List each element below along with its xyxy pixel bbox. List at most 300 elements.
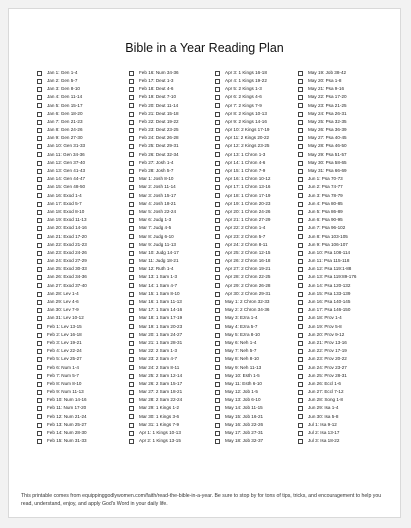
reading-row[interactable] (129, 208, 213, 216)
checkbox[interactable] (298, 365, 303, 370)
checkbox[interactable] (37, 226, 42, 231)
checkbox[interactable] (215, 349, 220, 354)
reading-row[interactable] (37, 323, 121, 331)
reading-row[interactable] (298, 347, 382, 355)
reading-row[interactable] (298, 282, 382, 290)
reading-row[interactable] (37, 151, 121, 159)
reading-row[interactable] (129, 266, 213, 274)
checkbox[interactable] (298, 169, 303, 174)
checkbox[interactable] (129, 136, 134, 141)
checkbox[interactable] (298, 382, 303, 387)
checkbox[interactable] (298, 414, 303, 419)
checkbox[interactable] (129, 112, 134, 117)
checkbox[interactable] (129, 226, 134, 231)
reading-row[interactable] (215, 421, 299, 429)
checkbox[interactable] (129, 406, 134, 411)
reading-row[interactable] (37, 356, 121, 364)
reading-row[interactable] (129, 135, 213, 143)
checkbox[interactable] (298, 161, 303, 166)
checkbox[interactable] (298, 333, 303, 338)
checkbox[interactable] (298, 341, 303, 346)
reading-row[interactable] (298, 323, 382, 331)
reading-row[interactable] (129, 225, 213, 233)
checkbox[interactable] (37, 161, 42, 166)
reading-row[interactable] (37, 143, 121, 151)
checkbox[interactable] (37, 439, 42, 444)
checkbox[interactable] (129, 210, 134, 215)
checkbox[interactable] (215, 185, 220, 190)
reading-row[interactable] (298, 364, 382, 372)
checkbox[interactable] (298, 267, 303, 272)
reading-row[interactable] (298, 118, 382, 126)
reading-row[interactable] (215, 257, 299, 265)
checkbox[interactable] (37, 152, 42, 157)
checkbox[interactable] (129, 128, 134, 133)
reading-row[interactable] (298, 192, 382, 200)
reading-row[interactable] (298, 175, 382, 183)
reading-row[interactable] (298, 388, 382, 396)
reading-row[interactable] (37, 372, 121, 380)
reading-row[interactable] (37, 437, 121, 445)
checkbox[interactable] (129, 390, 134, 395)
reading-row[interactable] (215, 126, 299, 134)
checkbox[interactable] (215, 193, 220, 198)
reading-row[interactable] (215, 135, 299, 143)
checkbox[interactable] (215, 161, 220, 166)
checkbox[interactable] (37, 300, 42, 305)
reading-row[interactable] (215, 208, 299, 216)
checkbox[interactable] (129, 275, 134, 280)
reading-row[interactable] (298, 135, 382, 143)
reading-row[interactable] (129, 323, 213, 331)
reading-row[interactable] (298, 397, 382, 405)
reading-row[interactable] (298, 151, 382, 159)
checkbox[interactable] (298, 300, 303, 305)
checkbox[interactable] (298, 283, 303, 288)
checkbox[interactable] (129, 341, 134, 346)
reading-row[interactable] (129, 413, 213, 421)
checkbox[interactable] (215, 406, 220, 411)
reading-row[interactable] (37, 118, 121, 126)
checkbox[interactable] (129, 283, 134, 288)
checkbox[interactable] (215, 169, 220, 174)
checkbox[interactable] (298, 103, 303, 108)
checkbox[interactable] (215, 259, 220, 264)
reading-row[interactable] (129, 364, 213, 372)
reading-row[interactable] (215, 356, 299, 364)
reading-row[interactable] (37, 225, 121, 233)
reading-row[interactable] (129, 372, 213, 380)
checkbox[interactable] (215, 226, 220, 231)
checkbox[interactable] (215, 431, 220, 436)
reading-row[interactable] (298, 241, 382, 249)
checkbox[interactable] (37, 398, 42, 403)
reading-row[interactable] (215, 298, 299, 306)
checkbox[interactable] (215, 95, 220, 100)
checkbox[interactable] (298, 275, 303, 280)
checkbox[interactable] (215, 120, 220, 125)
checkbox[interactable] (37, 333, 42, 338)
reading-row[interactable] (129, 356, 213, 364)
reading-row[interactable] (215, 118, 299, 126)
reading-row[interactable] (129, 249, 213, 257)
reading-row[interactable] (298, 225, 382, 233)
reading-row[interactable] (37, 102, 121, 110)
checkbox[interactable] (129, 193, 134, 198)
checkbox[interactable] (37, 251, 42, 256)
checkbox[interactable] (298, 374, 303, 379)
checkbox[interactable] (37, 357, 42, 362)
reading-row[interactable] (298, 356, 382, 364)
checkbox[interactable] (215, 333, 220, 338)
reading-row[interactable] (37, 380, 121, 388)
reading-row[interactable] (298, 159, 382, 167)
checkbox[interactable] (298, 390, 303, 395)
reading-row[interactable] (298, 249, 382, 257)
reading-row[interactable] (298, 94, 382, 102)
reading-row[interactable] (129, 110, 213, 118)
reading-row[interactable] (298, 266, 382, 274)
reading-row[interactable] (37, 298, 121, 306)
reading-row[interactable] (298, 315, 382, 323)
checkbox[interactable] (129, 169, 134, 174)
checkbox[interactable] (37, 218, 42, 223)
checkbox[interactable] (298, 439, 303, 444)
reading-row[interactable] (298, 126, 382, 134)
checkbox[interactable] (129, 292, 134, 297)
checkbox[interactable] (215, 316, 220, 321)
reading-row[interactable] (298, 380, 382, 388)
reading-row[interactable] (215, 413, 299, 421)
checkbox[interactable] (129, 87, 134, 92)
reading-row[interactable] (215, 315, 299, 323)
reading-row[interactable] (37, 266, 121, 274)
checkbox[interactable] (215, 382, 220, 387)
checkbox[interactable] (37, 267, 42, 272)
reading-row[interactable] (298, 200, 382, 208)
reading-row[interactable] (215, 69, 299, 77)
reading-row[interactable] (129, 290, 213, 298)
reading-row[interactable] (129, 331, 213, 339)
checkbox[interactable] (215, 144, 220, 149)
reading-row[interactable] (129, 126, 213, 134)
checkbox[interactable] (37, 308, 42, 313)
reading-row[interactable] (298, 274, 382, 282)
checkbox[interactable] (129, 243, 134, 248)
checkbox[interactable] (215, 234, 220, 239)
checkbox[interactable] (37, 275, 42, 280)
reading-row[interactable] (37, 184, 121, 192)
checkbox[interactable] (215, 202, 220, 207)
checkbox[interactable] (129, 251, 134, 256)
reading-row[interactable] (215, 159, 299, 167)
checkbox[interactable] (298, 406, 303, 411)
reading-row[interactable] (129, 184, 213, 192)
checkbox[interactable] (298, 193, 303, 198)
checkbox[interactable] (215, 71, 220, 76)
reading-row[interactable] (298, 167, 382, 175)
checkbox[interactable] (298, 292, 303, 297)
checkbox[interactable] (129, 365, 134, 370)
reading-row[interactable] (298, 102, 382, 110)
reading-row[interactable] (37, 159, 121, 167)
reading-row[interactable] (129, 175, 213, 183)
checkbox[interactable] (37, 316, 42, 321)
reading-row[interactable] (298, 208, 382, 216)
reading-row[interactable] (215, 225, 299, 233)
checkbox[interactable] (37, 87, 42, 92)
checkbox[interactable] (37, 169, 42, 174)
checkbox[interactable] (129, 185, 134, 190)
reading-row[interactable] (215, 405, 299, 413)
checkbox[interactable] (37, 365, 42, 370)
reading-row[interactable] (215, 282, 299, 290)
reading-row[interactable] (37, 77, 121, 85)
reading-row[interactable] (129, 200, 213, 208)
reading-row[interactable] (298, 421, 382, 429)
checkbox[interactable] (37, 103, 42, 108)
reading-row[interactable] (215, 151, 299, 159)
reading-row[interactable] (215, 372, 299, 380)
reading-row[interactable] (129, 118, 213, 126)
reading-row[interactable] (37, 249, 121, 257)
checkbox[interactable] (215, 251, 220, 256)
reading-row[interactable] (215, 77, 299, 85)
checkbox[interactable] (129, 324, 134, 329)
reading-row[interactable] (298, 306, 382, 314)
checkbox[interactable] (37, 382, 42, 387)
checkbox[interactable] (298, 218, 303, 223)
reading-row[interactable] (37, 339, 121, 347)
reading-row[interactable] (215, 380, 299, 388)
checkbox[interactable] (37, 210, 42, 215)
reading-row[interactable] (129, 397, 213, 405)
checkbox[interactable] (129, 439, 134, 444)
checkbox[interactable] (129, 103, 134, 108)
checkbox[interactable] (129, 308, 134, 313)
reading-row[interactable] (215, 200, 299, 208)
reading-row[interactable] (129, 274, 213, 282)
reading-row[interactable] (37, 315, 121, 323)
checkbox[interactable] (37, 128, 42, 133)
checkbox[interactable] (37, 71, 42, 76)
checkbox[interactable] (215, 177, 220, 182)
reading-row[interactable] (129, 159, 213, 167)
reading-row[interactable] (129, 69, 213, 77)
reading-row[interactable] (129, 241, 213, 249)
reading-row[interactable] (129, 77, 213, 85)
reading-row[interactable] (129, 282, 213, 290)
checkbox[interactable] (298, 152, 303, 157)
reading-row[interactable] (37, 208, 121, 216)
reading-row[interactable] (129, 347, 213, 355)
checkbox[interactable] (298, 95, 303, 100)
checkbox[interactable] (129, 202, 134, 207)
checkbox[interactable] (37, 112, 42, 117)
reading-row[interactable] (215, 339, 299, 347)
reading-row[interactable] (215, 306, 299, 314)
checkbox[interactable] (298, 243, 303, 248)
checkbox[interactable] (215, 210, 220, 215)
reading-row[interactable] (129, 380, 213, 388)
reading-row[interactable] (215, 290, 299, 298)
checkbox[interactable] (215, 357, 220, 362)
checkbox[interactable] (37, 144, 42, 149)
reading-row[interactable] (298, 77, 382, 85)
checkbox[interactable] (215, 390, 220, 395)
reading-row[interactable] (129, 405, 213, 413)
checkbox[interactable] (298, 120, 303, 125)
checkbox[interactable] (129, 423, 134, 428)
reading-row[interactable] (37, 282, 121, 290)
checkbox[interactable] (129, 161, 134, 166)
checkbox[interactable] (298, 324, 303, 329)
checkbox[interactable] (298, 423, 303, 428)
checkbox[interactable] (215, 136, 220, 141)
reading-row[interactable] (129, 257, 213, 265)
reading-row[interactable] (37, 290, 121, 298)
reading-row[interactable] (215, 192, 299, 200)
checkbox[interactable] (215, 275, 220, 280)
checkbox[interactable] (298, 79, 303, 84)
reading-row[interactable] (129, 421, 213, 429)
checkbox[interactable] (129, 333, 134, 338)
reading-row[interactable] (37, 397, 121, 405)
checkbox[interactable] (37, 414, 42, 419)
reading-row[interactable] (37, 347, 121, 355)
reading-row[interactable] (298, 331, 382, 339)
reading-row[interactable] (215, 143, 299, 151)
reading-row[interactable] (298, 184, 382, 192)
checkbox[interactable] (37, 136, 42, 141)
checkbox[interactable] (298, 226, 303, 231)
reading-row[interactable] (37, 388, 121, 396)
reading-row[interactable] (129, 167, 213, 175)
reading-row[interactable] (215, 331, 299, 339)
reading-row[interactable] (129, 151, 213, 159)
checkbox[interactable] (215, 103, 220, 108)
checkbox[interactable] (298, 398, 303, 403)
reading-row[interactable] (298, 372, 382, 380)
reading-row[interactable] (37, 331, 121, 339)
reading-row[interactable] (215, 437, 299, 445)
reading-row[interactable] (215, 175, 299, 183)
checkbox[interactable] (37, 234, 42, 239)
checkbox[interactable] (215, 152, 220, 157)
checkbox[interactable] (37, 341, 42, 346)
reading-row[interactable] (37, 192, 121, 200)
checkbox[interactable] (215, 292, 220, 297)
reading-row[interactable] (37, 200, 121, 208)
reading-row[interactable] (37, 413, 121, 421)
reading-row[interactable] (298, 110, 382, 118)
checkbox[interactable] (129, 267, 134, 272)
reading-row[interactable] (298, 405, 382, 413)
checkbox[interactable] (298, 349, 303, 354)
reading-row[interactable] (298, 216, 382, 224)
reading-row[interactable] (129, 94, 213, 102)
reading-row[interactable] (215, 216, 299, 224)
reading-row[interactable] (37, 110, 121, 118)
reading-row[interactable] (298, 69, 382, 77)
checkbox[interactable] (129, 382, 134, 387)
reading-row[interactable] (37, 429, 121, 437)
reading-row[interactable] (298, 339, 382, 347)
checkbox[interactable] (298, 185, 303, 190)
checkbox[interactable] (129, 218, 134, 223)
reading-row[interactable] (37, 135, 121, 143)
checkbox[interactable] (129, 374, 134, 379)
checkbox[interactable] (298, 210, 303, 215)
checkbox[interactable] (215, 243, 220, 248)
checkbox[interactable] (37, 390, 42, 395)
checkbox[interactable] (129, 144, 134, 149)
reading-row[interactable] (215, 241, 299, 249)
checkbox[interactable] (37, 202, 42, 207)
checkbox[interactable] (215, 423, 220, 428)
checkbox[interactable] (37, 79, 42, 84)
checkbox[interactable] (298, 234, 303, 239)
checkbox[interactable] (37, 283, 42, 288)
checkbox[interactable] (129, 414, 134, 419)
checkbox[interactable] (129, 95, 134, 100)
reading-row[interactable] (298, 298, 382, 306)
checkbox[interactable] (37, 259, 42, 264)
checkbox[interactable] (215, 87, 220, 92)
checkbox[interactable] (37, 193, 42, 198)
reading-row[interactable] (129, 429, 213, 437)
checkbox[interactable] (298, 144, 303, 149)
reading-row[interactable] (215, 233, 299, 241)
reading-row[interactable] (129, 192, 213, 200)
checkbox[interactable] (215, 218, 220, 223)
checkbox[interactable] (129, 349, 134, 354)
checkbox[interactable] (129, 71, 134, 76)
reading-row[interactable] (298, 437, 382, 445)
reading-row[interactable] (37, 69, 121, 77)
reading-row[interactable] (37, 421, 121, 429)
checkbox[interactable] (37, 324, 42, 329)
checkbox[interactable] (298, 259, 303, 264)
checkbox[interactable] (129, 398, 134, 403)
checkbox[interactable] (37, 431, 42, 436)
reading-row[interactable] (37, 233, 121, 241)
reading-row[interactable] (215, 167, 299, 175)
reading-row[interactable] (37, 405, 121, 413)
reading-row[interactable] (215, 94, 299, 102)
checkbox[interactable] (298, 71, 303, 76)
reading-row[interactable] (298, 85, 382, 93)
reading-row[interactable] (129, 315, 213, 323)
reading-row[interactable] (129, 388, 213, 396)
checkbox[interactable] (215, 300, 220, 305)
checkbox[interactable] (215, 283, 220, 288)
reading-row[interactable] (129, 102, 213, 110)
checkbox[interactable] (215, 398, 220, 403)
checkbox[interactable] (215, 308, 220, 313)
checkbox[interactable] (129, 79, 134, 84)
checkbox[interactable] (215, 341, 220, 346)
reading-row[interactable] (298, 233, 382, 241)
reading-row[interactable] (129, 339, 213, 347)
reading-row[interactable] (215, 397, 299, 405)
checkbox[interactable] (215, 267, 220, 272)
reading-row[interactable] (215, 274, 299, 282)
checkbox[interactable] (129, 259, 134, 264)
reading-row[interactable] (215, 323, 299, 331)
reading-row[interactable] (37, 274, 121, 282)
checkbox[interactable] (37, 243, 42, 248)
